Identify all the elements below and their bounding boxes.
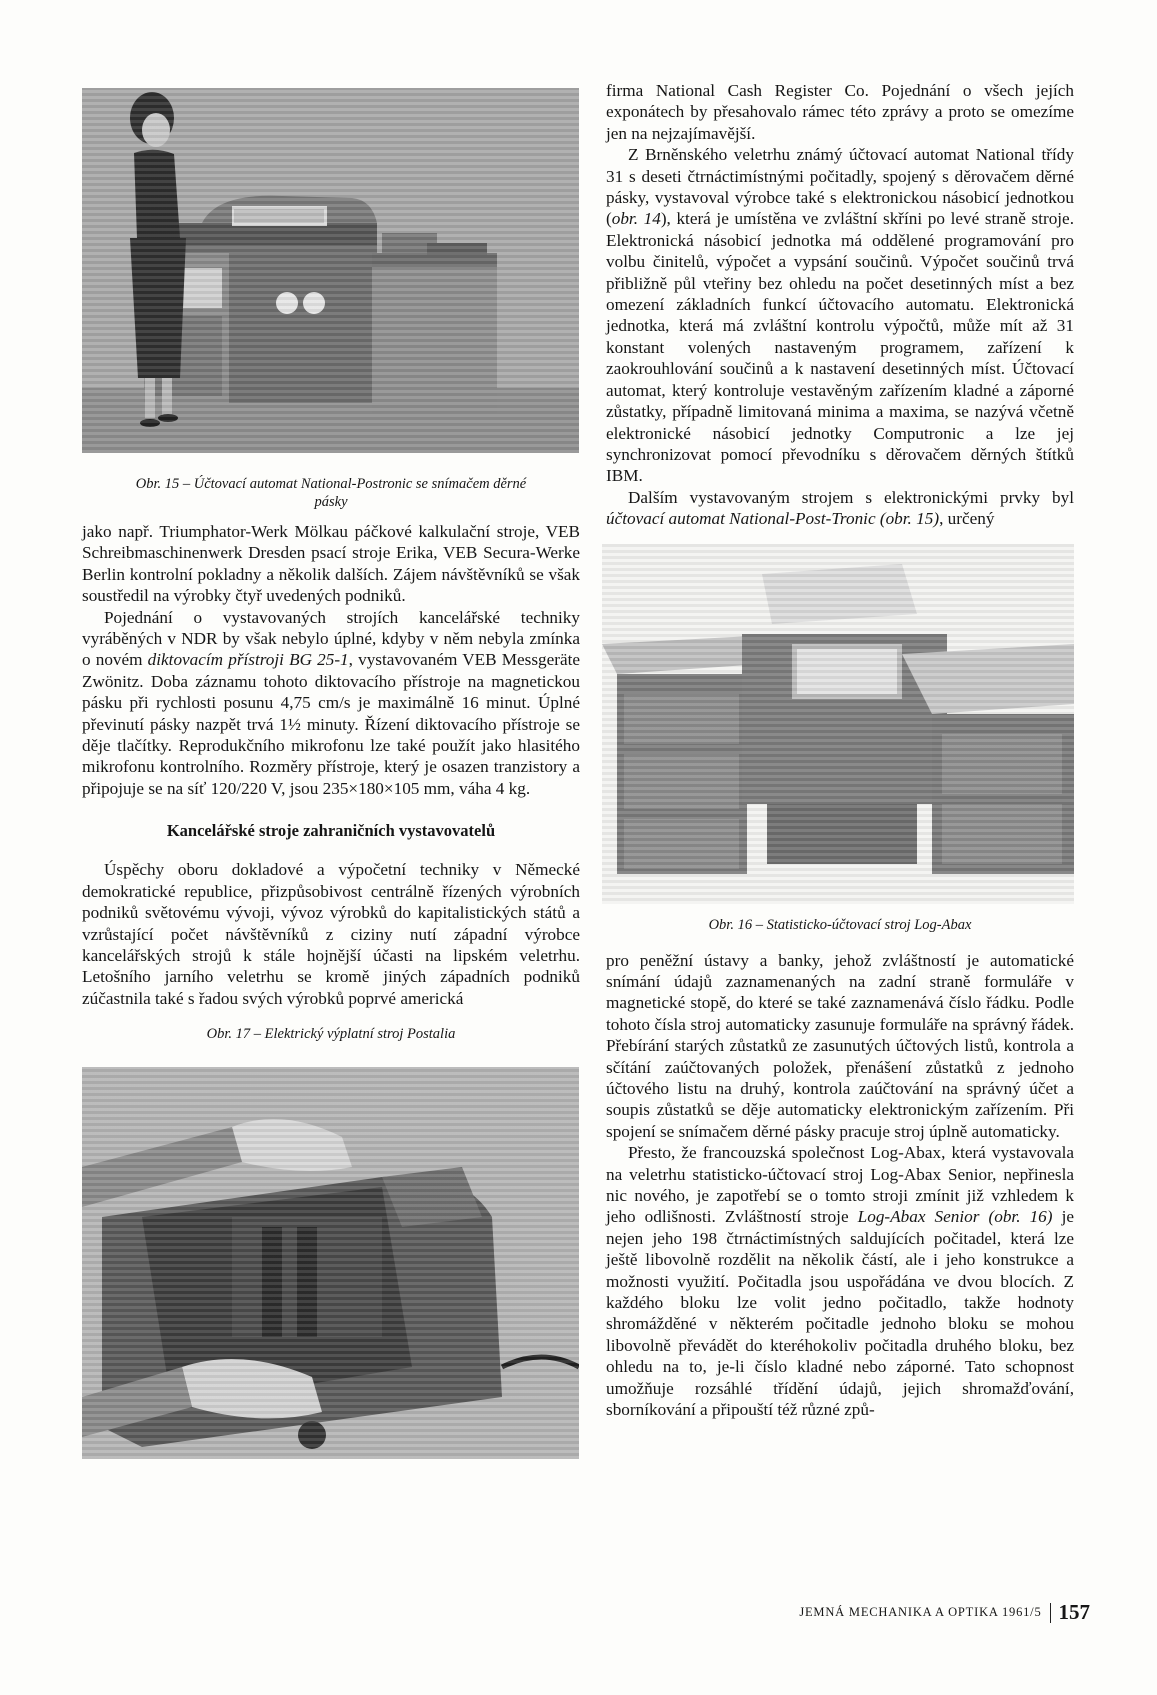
figure-17-photo [82, 1067, 579, 1459]
journal-name: JEMNÁ MECHANIKA A OPTIKA 1961/5 [799, 1605, 1042, 1619]
right-paragraph-3-end: , určený [939, 509, 995, 529]
left-paragraph-2 [82, 607, 580, 800]
footer-divider [1050, 1603, 1051, 1623]
right-column [606, 80, 1074, 1420]
figure-15-caption [82, 475, 580, 511]
left-paragraph-3: Úspěchy oboru dokladové a výpočetní techniky v Německé demokratické republice, přizpůsobivost centrálně řízených výrobních podniků světovému vývoji, vývoz výrobků do kapitalistických států a vzrůstající počet návštěvníků z ciziny nutí západní výrobce kancelářských strojů k stále hojnější účasti na lipském veletrhu. Letošního jarního veletrhu se kromě jiných západních podniků zúčastnila také s řadou svých výrobků poprvé americká [82, 860, 580, 1008]
figure-17-caption: Obr. 17 – Elektrický výplatní stroj Postalia [206, 1026, 456, 1043]
left-paragraph-2-emphasis: diktovacím přístroji BG 25-1 [147, 650, 349, 670]
figure-15-caption-line-2: pásky [314, 494, 348, 510]
figure-15-photo [82, 88, 579, 453]
right-paragraph-4: pro peněžní ústavy a banky, jehož zvláštností je automatické snímání údajů zaznamenaných na zadní straně formuláře v magnetické stopě, do které se také zaznamenává číslo řádku. Podle tohoto čísla stroj automaticky zasunuje formuláře na správný řádek. Přebírání starých zůstatků ze zasunutých účtových listů, kontrola a sčítání zaúčtovaných položek, přenášení zůstatků z jednoho účtového listu na druhý, kontrola zaúčtování na správný účet a soupis zůstatků se děje automaticky elektronickým zařízením. Při spojení se snímačem děrné pásky pracuje stroj úplně automaticky. [606, 950, 1074, 1141]
right-paragraph-5-end: je nejen jeho 198 čtrnáctimístných saldujících počitadel, která lze ještě libovolně rozdělit na několik částí, ale i jeho konstrukce a možnosti využití. Počitadla jsou uspořádána ve dvou blocích. Z každého bloku lze volit jedno počitadlo, takže hodnoty shromážděné v některém počitadle jednoho bloku se mohou libovolně převádět do kteréhokoliv počitadla druhého bloku, bez ohledu na to, je-li číslo kladné nebo záporné. Tato schopnost umožňuje rozsáhlé třídění údajů, jejich shromažďování, sborníkování a připouští též různé způ- [606, 1207, 1074, 1420]
right-paragraph-5-emphasis: Log-Abax Senior (obr. 16) [857, 1207, 1053, 1227]
right-paragraph-3-emphasis: účtovací automat National-Post-Tronic (obr. 15) [606, 509, 940, 529]
right-paragraph-3 [606, 487, 1074, 530]
left-paragraph-2-start: Pojednání o vystavovaných strojích kancelářské techniky vyráběných v NDR by však nebylo úplné, kdyby v něm nebyla zmínka o novém [82, 607, 580, 670]
figure-16-caption: Obr. 16 – Statisticko-účtovací stroj Log-Abax [708, 916, 972, 933]
right-paragraph-2-end: ), která je umístěna ve zvláštní skříni po levé straně stroje. Elektronická násobicí jednotka má oddělené programování pro volbu činitelů, výpočet a vypsání součinů. Výpočet součinů trvá přibližně půl vteřiny bez ohledu na počet desetinných míst a bez omezení základních funkcí účtovacího automatu. Elektronická jednotka, která má zvláštní kontrolu výpočtů, může mít až 31 konstant volených nastaveným programem, zařízení k zaokrouhlování součinů a k nastavení desetinných míst. Účtovací automat, který kontroluje vestavěným zařízením kladné a záporné zůstatky, případně limitovaná minima a maxima, se nazývá včetně elektronické násobicí jednotky Computronic a lze jej synchronizovat pomocí převodníku s děrovačem děrných štítků IBM. [606, 209, 1074, 486]
figure-16-photo [602, 544, 1074, 904]
page-number: 157 [1058, 1600, 1090, 1624]
left-paragraph-1: jako např. Triumphator-Werk Mölkau páčkové kalkulační stroje, VEB Schreibmaschinenwerk Dresden psací stroje Erika, VEB Secura-Werke Berlin kontrolní pokladny a několik dalších. Zájem návštěvníků se však soustředil na výrobky čtyř uvedených podniků. [82, 522, 580, 606]
right-paragraph-2-emphasis: obr. 14 [611, 209, 661, 229]
right-paragraph-5 [606, 1142, 1074, 1420]
left-column [82, 88, 580, 1459]
figure-15-caption-line-1: Obr. 15 – Účtovací automat National-Postronic se snímačem děrné [135, 476, 527, 492]
figure-16-image [602, 544, 1074, 904]
right-paragraph-3-start: Dalším vystavovaným strojem s elektronickými prvky byl [628, 487, 1074, 507]
right-paragraph-1: firma National Cash Register Co. Pojednání o všech jejích exponátech by přesahovalo rámec této zprávy a proto se omezíme jen na nejzajímavější. [606, 81, 1074, 143]
page-footer [790, 1600, 1090, 1625]
right-paragraph-2 [606, 144, 1074, 487]
figure-15-image [82, 88, 579, 453]
left-paragraph-2-end: , vystavovaném VEB Messgeräte Zwönitz. Doba záznamu tohoto diktovacího přístroje na magnetickou pásku při rychlosti posunu 4,75 cm/s je maximálně 16 minut. Úplné převinutí pásky nazpět trvá 1½ minuty. Řízení diktovacího přístroje se děje tlačítky. Reprodukčního mikrofonu lze také použít jako hlasitého mikrofonu kontrolního. Rozměry přístroje, který je osazen tranzistory a připojuje se na síť 120/220 V, jsou 235×180×105 mm, váha 4 kg. [82, 650, 580, 798]
right-paragraph-5-start: Přesto, že francouzská společnost Log-Abax, která vystavovala na veletrhu statisticko-účtovací stroj Log-Abax Senior, nepřinesla nic nového, je zapotřebí se o tomto stroji zmínit již vzhledem k jeho odlišnosti. Zvláštností stroje [606, 1143, 1074, 1227]
section-heading: Kancelářské stroje zahraničních vystavovatelů [166, 821, 496, 841]
figure-17-image [82, 1067, 579, 1459]
right-paragraph-2-start: Z Brněnského veletrhu známý účtovací automat National třídy 31 s deseti čtrnáctimístnými počitadly, spojený s děrovačem děrné pásky, vystavoval výrobce také s elektronickou násobicí jednotkou ( [606, 145, 1074, 229]
